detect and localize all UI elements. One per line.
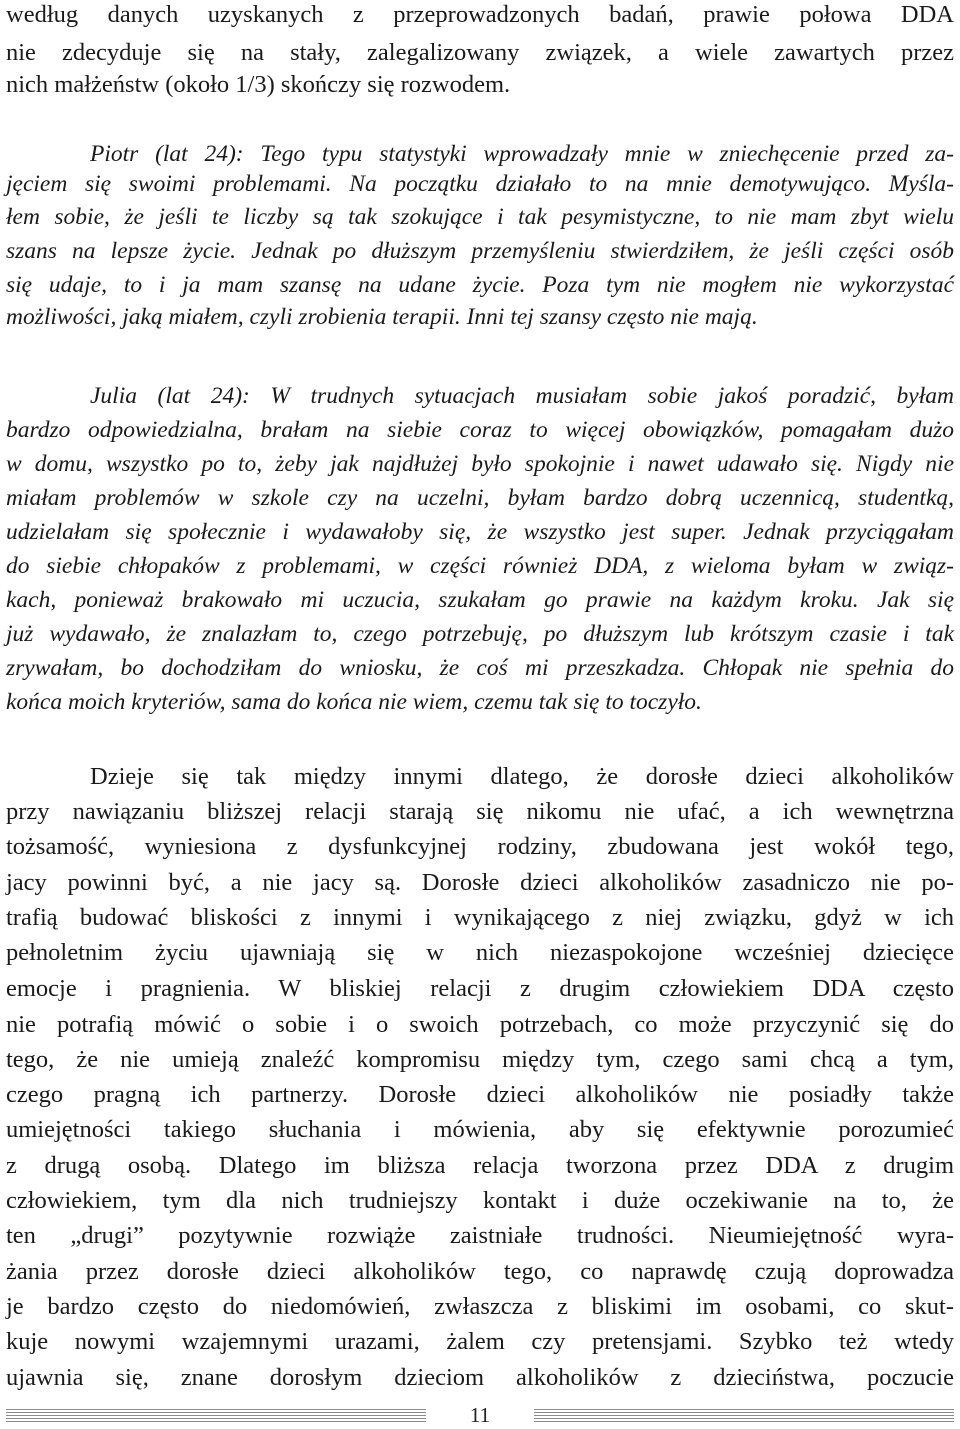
quote-line: łem sobie, że jeśli te liczby są tak szokujące i tak pesymistyczne, to nie mam zbyt wielu bbox=[6, 204, 954, 230]
text-line: je bardzo często do niedomówień, zwłaszcza z bliskimi im osobami, co skut- bbox=[6, 1293, 954, 1320]
quote-line: Piotr (lat 24): Tego typu statystyki wprowadzały mnie w zniechęcenie przed za- bbox=[90, 141, 954, 167]
text-line: kuje nowymi wzajemnymi urazami, żalem czy pretensjami. Szybko też wtedy bbox=[6, 1328, 954, 1355]
text-line: z drugą osobą. Dlatego im bliższa relacja tworzona przez DDA z drugim bbox=[6, 1152, 954, 1179]
text-line: tego, że nie umieją znaleźć kompromisu między tym, czego sami chcą a tym, bbox=[6, 1046, 954, 1073]
text-line: tożsamość, wyniesiona z dysfunkcyjnej rodziny, zbudowana jest wokół tego, bbox=[6, 833, 954, 860]
quote-line: kach, ponieważ brakowało mi uczucia, szukałam go prawie na każdym kroku. Jak się bbox=[6, 587, 954, 613]
text-line: emocje i pragnienia. W bliskiej relacji z drugim człowiekiem DDA często bbox=[6, 975, 954, 1002]
quote-line: w domu, wszystko po to, żeby jak najdłużej było spokojnie i nawet udawało się. Nigdy nie bbox=[6, 451, 954, 477]
quote-line: do siebie chłopaków z problemami, w części również DDA, z wieloma byłam w związ- bbox=[6, 553, 954, 579]
document-page bbox=[6, 0, 954, 1429]
quote-line: się udaje, to i ja mam szansę na udane życie. Poza tym nie mogłem nie wykorzystać bbox=[6, 272, 954, 298]
text-line: nich małżeństw (około 1/3) skończy się rozwodem. bbox=[6, 71, 511, 98]
quote-line: Julia (lat 24): W trudnych sytuacjach musiałam sobie jakoś poradzić, byłam bbox=[90, 383, 954, 409]
text-line: pełnoletnim życiu ujawniają się w nich niezaspokojone wcześniej dziecięce bbox=[6, 939, 954, 966]
quote-line: końca moich kryteriów, sama do końca nie wiem, czemu tak się to toczyło. bbox=[6, 689, 702, 715]
text-line: nie zdecyduje się na stały, zalegalizowany związek, a wiele zawartych przez bbox=[6, 39, 954, 66]
text-line: umiejętności takiego słuchania i mówienia, aby się efektywnie porozumieć bbox=[6, 1116, 954, 1143]
quote-line: zrywałam, bo dochodziłam do wniosku, że coś mi przeszkadza. Chłopak nie spełnia do bbox=[6, 655, 954, 681]
text-line: nie potrafią mówić o sobie i o swoich potrzebach, co może przyczynić się do bbox=[6, 1011, 954, 1038]
text-line: według danych uzyskanych z przeprowadzonych badań, prawie połowa DDA bbox=[6, 1, 954, 28]
text-line: czego pragną ich partnerzy. Dorosłe dzieci alkoholików nie posiadły także bbox=[6, 1081, 954, 1108]
quote-line: szans na lepsze życie. Jednak po dłuższym przemyśleniu stwierdziłem, że jeśli części osób bbox=[6, 238, 954, 264]
text-line: trafią budować bliskości z innymi i wynikającego z niej związku, gdyż w ich bbox=[6, 904, 954, 931]
quote-line: bardzo odpowiedzialna, brałam na siebie coraz to więcej obowiązków, pomagałam dużo bbox=[6, 417, 954, 443]
quote-line: jęciem się swoimi problemami. Na początku działało to na mnie demotywująco. Myśla- bbox=[6, 171, 954, 197]
text-line: jacy powinni być, a nie jacy są. Dorosłe dzieci alkoholików zasadniczo nie po- bbox=[6, 869, 954, 896]
text-line: ujawnia się, znane dorosłym dzieciom alkoholików z dzieciństwa, poczucie bbox=[6, 1364, 954, 1391]
text-line: przy nawiązaniu bliższej relacji starają się nikomu nie ufać, a ich wewnętrzna bbox=[6, 798, 954, 825]
quote-line: udzielałam się społecznie i wydawałoby się, że wszystko jest super. Jednak przyciągałam bbox=[6, 519, 954, 545]
text-line: Dzieje się tak między innymi dlatego, że dorosłe dzieci alkoholików bbox=[90, 763, 954, 790]
footer-rule-right bbox=[534, 1409, 954, 1423]
quote-line: miałam problemów w szkole czy na uczelni, byłam bardzo dobrą uczennicą, studentką, bbox=[6, 485, 954, 511]
quote-line: możliwości, jaką miałem, czyli zrobienia terapii. Inni tej szansy często nie mają. bbox=[6, 304, 758, 330]
page-number: 11 bbox=[469, 1403, 491, 1427]
text-line: ten „drugi” pozytywnie rozwiąże zaistniałe trudności. Nieumiejętność wyra- bbox=[6, 1222, 954, 1249]
text-line: człowiekiem, tym dla nich trudniejszy kontakt i duże oczekiwanie na to, że bbox=[6, 1187, 954, 1214]
footer-rule-left bbox=[6, 1409, 426, 1423]
text-line: żania przez dorosłe dzieci alkoholików tego, co naprawdę czują doprowadza bbox=[6, 1258, 954, 1285]
quote-line: już wydawało, że znalazłam to, czego potrzebuję, po dłuższym lub krótszym czasie i tak bbox=[6, 621, 954, 647]
